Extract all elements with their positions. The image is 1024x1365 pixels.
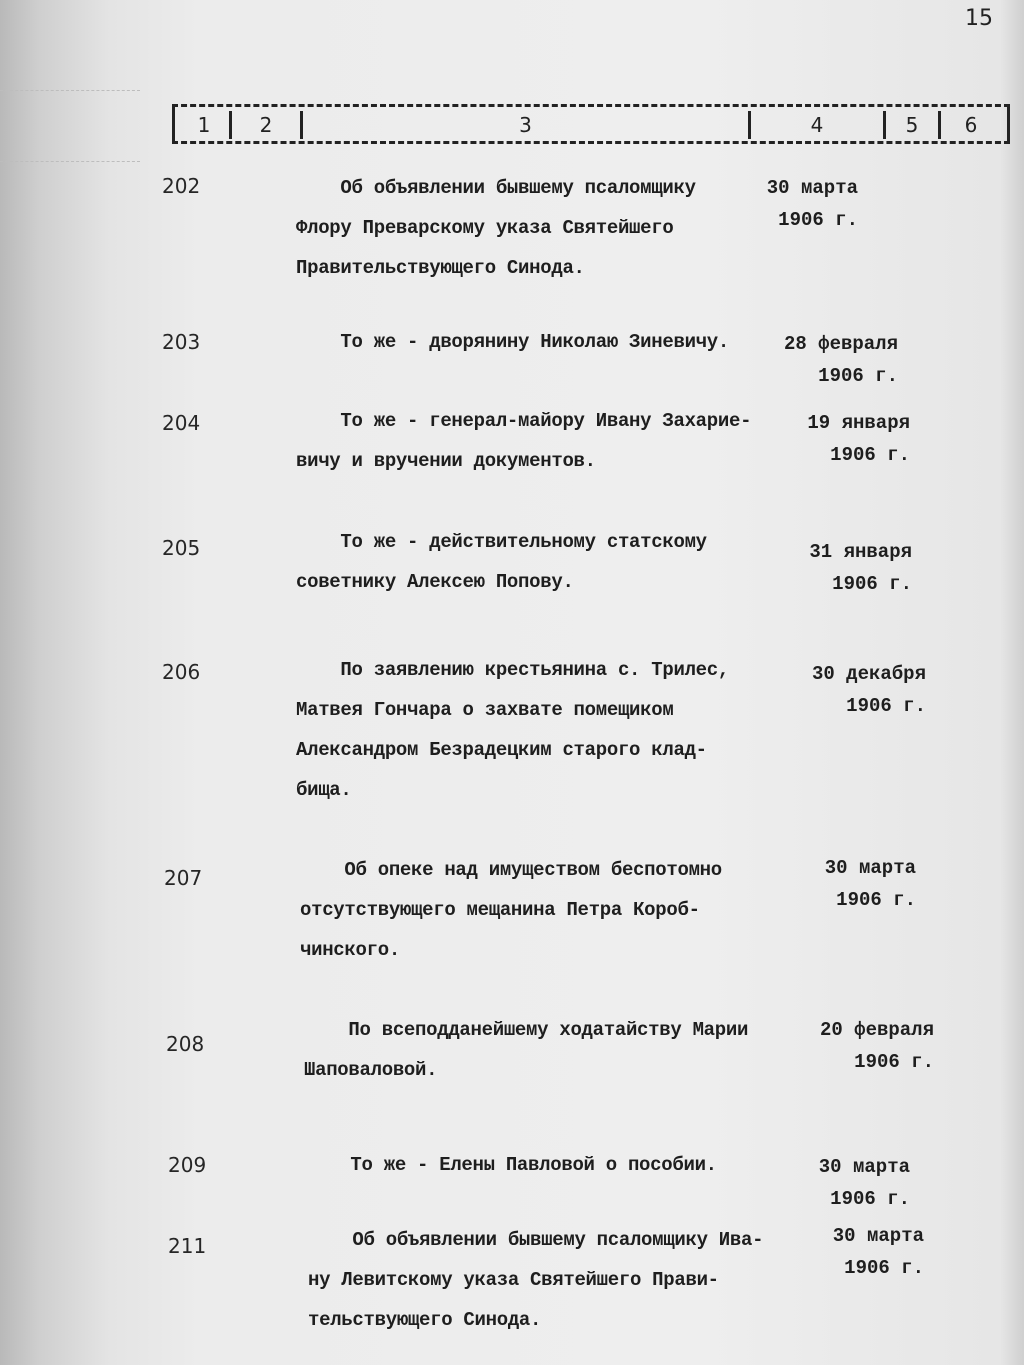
- entry-number: 209: [168, 1153, 207, 1177]
- page-number: 15: [965, 6, 993, 31]
- entry-number: 208: [166, 1032, 205, 1056]
- entry-date: 30 марта 1906 г.: [818, 1156, 910, 1210]
- entry-description: Об объявлении бывшему псаломщику Ива- ну Левитскому указа Святейшего Прави- тельствующего Синода.: [308, 1229, 764, 1331]
- entry-number: 204: [162, 411, 201, 435]
- entry-description: По всеподданейшему ходатайству Марии Шаповаловой.: [304, 1019, 749, 1081]
- entry-date: 30 марта 1906 г.: [832, 1225, 924, 1279]
- entry-description: То же - Елены Павловой о пособии.: [306, 1154, 717, 1176]
- binding-margin: [0, 90, 140, 162]
- column-header-5: 5: [886, 111, 941, 139]
- entry-number: 206: [162, 660, 201, 684]
- table-header: [172, 104, 1010, 144]
- entry-description: Об объявлении бывшему псаломщику Флору Преварскому указа Святейшего Правительствующего Синода.: [296, 177, 696, 279]
- entry-date: 19 января 1906 г.: [807, 412, 910, 466]
- entry-number: 207: [164, 866, 203, 890]
- column-header-3: 3: [303, 111, 751, 139]
- entry-description: То же - дворянину Николаю Зиневичу.: [296, 331, 729, 353]
- entry-date: 31 января 1906 г.: [809, 541, 912, 595]
- column-header-1: 1: [179, 111, 232, 139]
- entry-date: 30 марта 1906 г.: [766, 177, 858, 231]
- entry-number: 203: [162, 330, 201, 354]
- column-header-4: 4: [751, 111, 886, 139]
- entry-date: 30 декабря 1906 г.: [811, 663, 926, 717]
- entry-date: 30 марта 1906 г.: [824, 857, 916, 911]
- entry-description: Об опеке над имуществом беспотомно отсутствующего мещанина Петра Короб- чинского.: [300, 859, 722, 961]
- entry-number: 205: [162, 536, 201, 560]
- entry-date: 28 февраля 1906 г.: [783, 333, 898, 387]
- column-header-2: 2: [232, 111, 303, 139]
- entry-description: По заявлению крестьянина с. Трилес, Матвея Гончара о захвате помещиком Александром Безрадецким старого клад- бища.: [296, 659, 729, 801]
- column-header-6: 6: [964, 113, 978, 137]
- entry-number: 211: [168, 1234, 207, 1258]
- entry-description: То же - действительному статскому советнику Алексею Попову.: [296, 531, 707, 593]
- entry-description: То же - генерал-майору Ивану Захарие- вичу и вручении документов.: [296, 410, 752, 472]
- entry-number: 202: [162, 174, 201, 198]
- entry-date: 20 февраля 1906 г.: [819, 1019, 934, 1073]
